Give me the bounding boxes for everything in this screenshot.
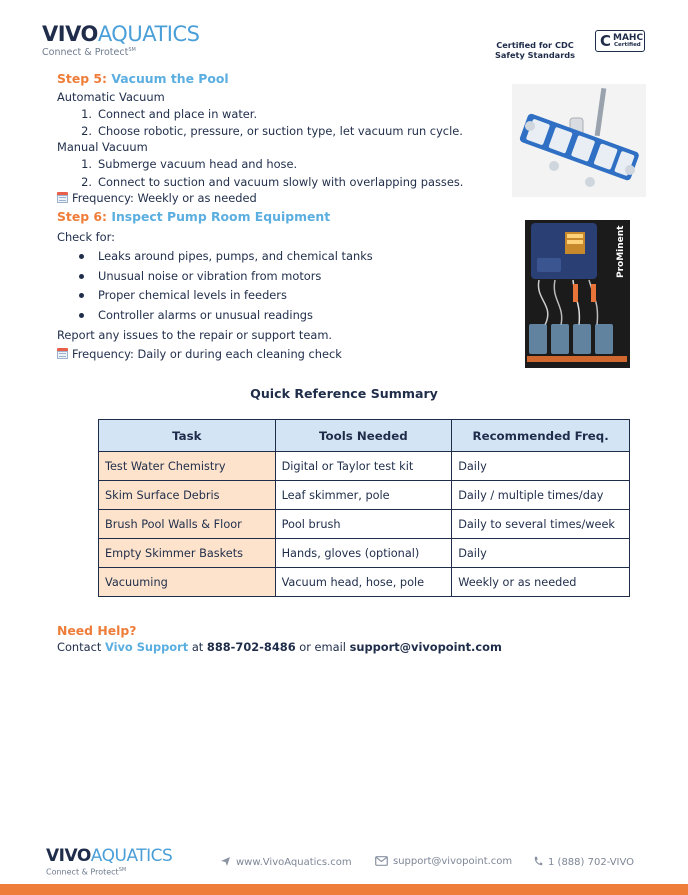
cdc-certification-text xyxy=(490,40,580,60)
task-cell: Vacuuming xyxy=(99,568,276,597)
frequency-cell: Daily xyxy=(452,452,630,481)
table-row xyxy=(99,481,630,510)
need-help-heading: Need Help? xyxy=(57,623,137,638)
list-item xyxy=(0,288,500,302)
list-number: 2. xyxy=(81,124,92,138)
support-phone[interactable]: 888-702-8486 xyxy=(206,640,296,654)
table-row xyxy=(99,539,630,568)
footer-logo-vivo: VIVO xyxy=(46,846,91,866)
calendar-icon xyxy=(57,192,68,203)
footer-website[interactable] xyxy=(220,856,352,869)
mahc-badge-subtitle: Certified xyxy=(614,42,641,48)
calendar-icon xyxy=(57,348,68,359)
pump-brand-label: ProMinent xyxy=(616,225,626,278)
list-item xyxy=(0,269,500,283)
phone-icon xyxy=(533,856,543,867)
list-text: Connect and place in water. xyxy=(98,107,258,121)
table-header-row xyxy=(99,420,630,452)
vivo-aquatics-logo xyxy=(42,22,199,58)
footer-logo-aquatics: AQUATICS xyxy=(90,846,173,866)
column-header-tools: Tools Needed xyxy=(275,420,452,452)
step5-title: Vacuum the Pool xyxy=(111,71,229,86)
mahc-swirl-icon: C xyxy=(600,32,612,50)
frequency-cell: Daily / multiple times/day xyxy=(452,481,630,510)
table-row xyxy=(99,510,630,539)
logo-tagline: Connect & Protect xyxy=(42,47,129,59)
list-text: Submerge vacuum head and hose. xyxy=(98,157,298,171)
step5-number: Step 5: xyxy=(57,71,108,86)
bullet-icon xyxy=(79,313,84,318)
step5-frequency xyxy=(57,191,257,205)
bullet-icon xyxy=(79,254,84,259)
step6-frequency xyxy=(57,347,342,361)
frequency-text: Frequency: Weekly or as needed xyxy=(72,191,257,205)
task-cell: Empty Skimmer Baskets xyxy=(99,539,276,568)
table-row xyxy=(99,452,630,481)
list-item xyxy=(0,175,500,189)
list-item xyxy=(0,124,500,138)
list-item xyxy=(0,107,500,121)
list-item xyxy=(0,308,500,322)
table-row xyxy=(99,568,630,597)
tools-cell: Digital or Taylor test kit xyxy=(275,452,452,481)
paper-plane-icon xyxy=(220,856,231,867)
quick-reference-table xyxy=(98,419,630,597)
frequency-cell: Weekly or as needed xyxy=(452,568,630,597)
logo-service-mark: SM xyxy=(128,47,136,53)
step6-number: Step 6: xyxy=(57,209,108,224)
list-text: Choose robotic, pressure, or suction type, let vacuum run cycle. xyxy=(98,124,463,138)
check-for-text: Check for: xyxy=(57,230,115,244)
list-number: 2. xyxy=(81,175,92,189)
list-number: 1. xyxy=(81,157,92,171)
task-cell: Test Water Chemistry xyxy=(99,452,276,481)
mahc-badge-title: MAHC xyxy=(613,33,644,43)
list-text: Unusual noise or vibration from motors xyxy=(98,269,322,283)
contact-line xyxy=(57,640,502,654)
footer-phone[interactable] xyxy=(533,856,634,869)
envelope-icon xyxy=(375,856,388,866)
tools-cell: Leaf skimmer, pole xyxy=(275,481,452,510)
column-header-task: Task xyxy=(99,420,276,452)
footer-tagline: Connect & Protect xyxy=(46,867,119,877)
frequency-text: Frequency: Daily or during each cleaning check xyxy=(72,347,342,361)
column-header-frequency: Recommended Freq. xyxy=(452,420,630,452)
tools-cell: Pool brush xyxy=(275,510,452,539)
frequency-cell: Daily xyxy=(452,539,630,568)
vacuum-head-icon xyxy=(512,84,646,197)
at-text: at xyxy=(191,640,204,654)
list-number: 1. xyxy=(81,107,92,121)
footer-logo xyxy=(46,846,172,877)
step6-heading xyxy=(57,209,330,224)
footer-accent-bar xyxy=(0,884,688,895)
step6-title: Inspect Pump Room Equipment xyxy=(111,209,331,224)
footer-service-mark: SM xyxy=(118,867,127,873)
bullet-icon xyxy=(79,274,84,279)
vivo-support-link[interactable]: Vivo Support xyxy=(104,640,189,654)
pump-controller-image xyxy=(525,220,630,368)
list-item xyxy=(0,249,500,263)
tools-cell: Hands, gloves (optional) xyxy=(275,539,452,568)
automatic-vacuum-heading: Automatic Vacuum xyxy=(57,90,165,104)
list-text: Controller alarms or unusual readings xyxy=(98,308,313,322)
footer-email-text: support@vivopoint.com xyxy=(393,856,513,867)
summary-title: Quick Reference Summary xyxy=(250,386,438,401)
support-email-link[interactable]: support@vivopoint.com xyxy=(349,640,502,654)
step5-heading xyxy=(57,71,229,86)
cert-line-1: Certified for CDC xyxy=(496,40,574,50)
task-cell: Skim Surface Debris xyxy=(99,481,276,510)
footer-email[interactable] xyxy=(375,856,512,868)
list-text: Leaks around pipes, pumps, and chemical tanks xyxy=(98,249,373,263)
footer-phone-text: 1 (888) 702-VIVO xyxy=(548,857,635,868)
manual-vacuum-heading: Manual Vacuum xyxy=(57,140,148,154)
mahc-certified-badge xyxy=(595,30,645,52)
frequency-cell: Daily to several times/week xyxy=(452,510,630,539)
tools-cell: Vacuum head, hose, pole xyxy=(275,568,452,597)
contact-label: Contact xyxy=(57,640,102,654)
list-item xyxy=(0,157,500,171)
bullet-icon xyxy=(79,293,84,298)
report-issues-text: Report any issues to the repair or support team. xyxy=(57,328,333,342)
cert-line-2: Safety Standards xyxy=(495,50,575,60)
task-cell: Brush Pool Walls & Floor xyxy=(99,510,276,539)
list-text: Proper chemical levels in feeders xyxy=(98,288,287,302)
logo-aquatics: AQUATICS xyxy=(97,22,200,46)
vacuum-head-image xyxy=(512,84,646,197)
footer-website-text: www.VivoAquatics.com xyxy=(236,857,352,868)
chemical-controller-icon xyxy=(525,220,630,368)
list-text: Connect to suction and vacuum slowly with overlapping passes. xyxy=(98,175,464,189)
logo-vivo: VIVO xyxy=(42,22,98,46)
or-email-text: or email xyxy=(299,640,346,654)
